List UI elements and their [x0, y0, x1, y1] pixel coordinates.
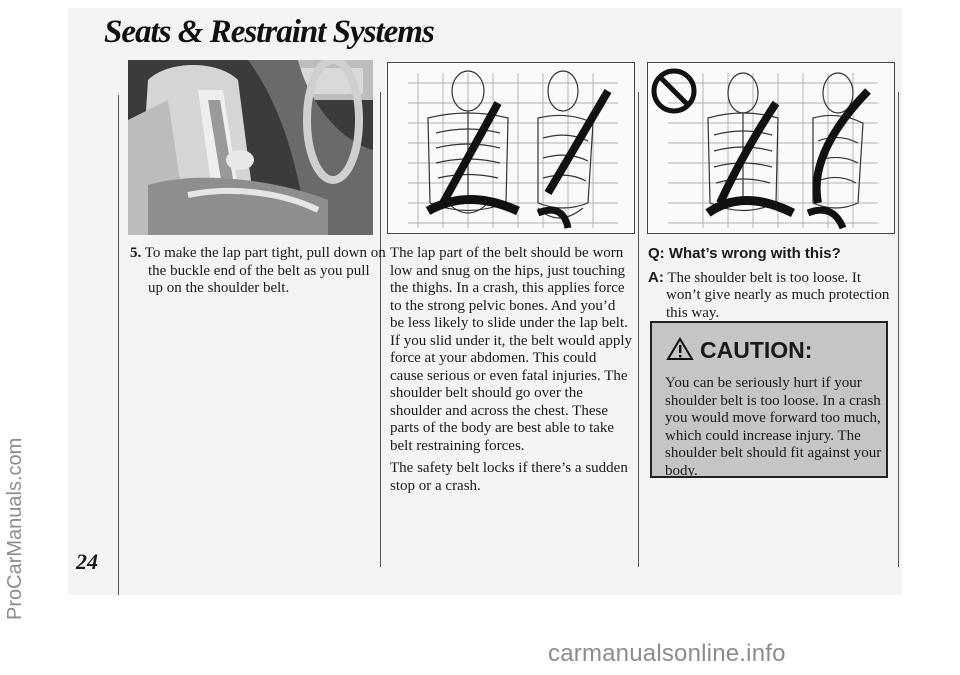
seatbelt-photo — [128, 60, 373, 235]
step-number: 5. — [130, 245, 142, 261]
page-number: 24 — [76, 549, 98, 574]
step-text: To make the lap part tight, pull down on the buckle end of the belt as you pull up on the shoulder belt. — [144, 245, 386, 296]
caution-box — [650, 321, 888, 478]
lap-belt-explanation — [390, 245, 633, 500]
loose-belt-diagram — [647, 62, 895, 234]
answer — [648, 269, 893, 323]
step-5-instruction — [130, 245, 388, 298]
footer-watermark: carmanualsonline.info — [548, 640, 786, 667]
question-answer — [648, 245, 893, 322]
caution-heading — [666, 337, 812, 367]
column-rule-outer — [898, 92, 899, 567]
caution-text: You can be seriously hurt if your shoulder belt is too loose. In a crash you would move forward too much, which could increase injury. The shoulder belt should fit against your body. — [665, 375, 882, 479]
proper-belt-diagram — [387, 62, 635, 234]
page-title: Seats & Restraint Systems — [104, 14, 434, 50]
caution-label: CAUTION: — [700, 337, 813, 364]
paragraph-belt-locks: The safety belt locks if there’s a sudden stop or a crash. — [390, 460, 628, 494]
answer-text: The shoulder belt is too loose. It won’t give nearly as much protection this way. — [666, 269, 890, 321]
column-rule-right — [638, 92, 639, 567]
question: Q: What’s wrong with this? — [648, 245, 841, 262]
answer-label: A: — [648, 268, 664, 286]
paragraph-lap-belt: The lap part of the belt should be worn low and snug on the hips, just touching the thighs. In a crash, this applies force to the strong pelvic bones. And you’d be less likely to slide under the lap belt. If you slid under it, the belt would apply force at your abdomen. This could cause serious or even fatal injuries. The shoulder belt should go over the shoulder and across the chest. These parts of the body are best able to take belt restraining forces. — [390, 245, 633, 454]
warning-triangle-icon — [666, 337, 694, 367]
side-watermark: ProCarManuals.com — [4, 437, 26, 620]
column-rule-middle — [380, 92, 381, 567]
column-rule-left — [118, 95, 119, 595]
